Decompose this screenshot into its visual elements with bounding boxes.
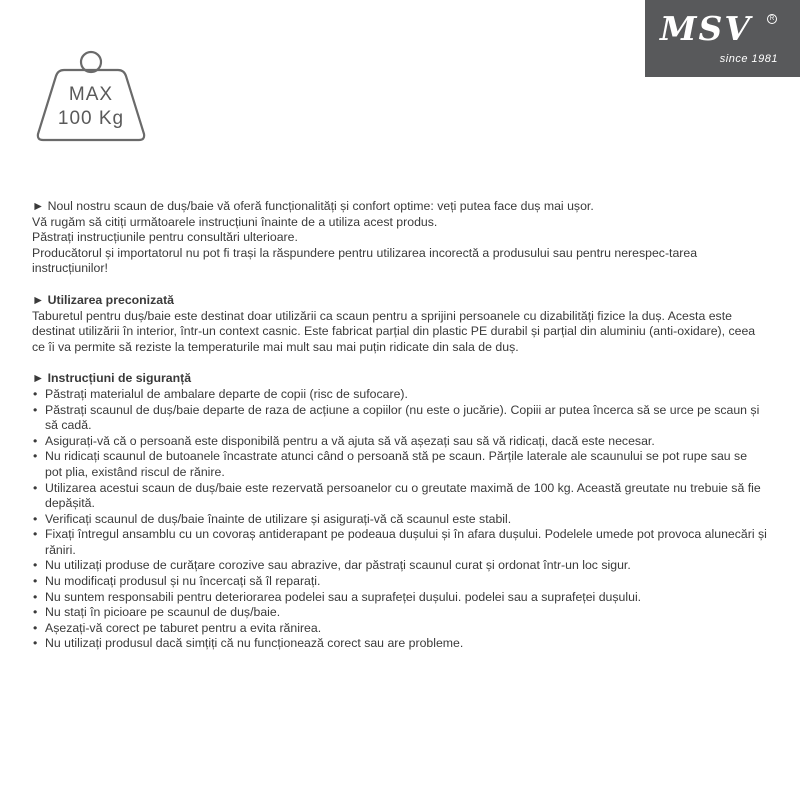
weight-max-label: MAX [68,84,114,105]
list-item: • Nu ridicați scaunul de butoanele încastrate atunci când o persoană stă pe scaun. Părțile laterale ale scaunului se pot rupe sau se pot plia, existând riscul de rănire. [32,449,767,480]
list-item: • Păstrați scaunul de duș/baie departe de raza de acțiune a copiilor (nu este o jucărie). Copiii ar putea încerca să se urce pe scaun și să cadă. [32,403,767,434]
instructions-content [32,199,767,652]
brand-logo [645,0,800,77]
intro-line: Păstrați instrucțiunile pentru consultări ulterioare. [32,230,298,245]
brand-since: since 1981 [719,53,778,65]
weight-value-label: 100 Kg [57,108,125,129]
list-item: • Fixați întregul ansamblu cu un covoraș antiderapant pe podeaua dușului și în afara dușului. Podelele umede pot provoca alunecări și răniri. [32,527,767,558]
list-item: • Nu stați în picioare pe scaunul de duș/baie. [32,605,767,621]
list-item: • Nu modificați produsul și nu încercați să îl reparați. [32,574,767,590]
spacer [32,355,767,371]
list-item: • Verificați scaunul de duș/baie înainte de utilizare și asigurați-vă că scaunul este stabil. [32,512,767,528]
list-item: • Nu utilizați produsul dacă simțiți că nu funcționează corect sau are probleme. [32,636,767,652]
usage-heading: ► Utilizarea preconizată [32,292,175,307]
safety-list [32,387,767,652]
usage-text: Taburetul pentru duș/baie este destinat doar utilizării ca scaun pentru a sprijini persoanele cu dizabilități fizice la duș. Acesta este destinat utilizării în interior, într-un context casnic. Este fabricat parțial din plastic PE durabil și parțial din aluminiu (anti-oxidare), ceea ce îi va permite să reziste la temperaturile mai mult sau mai puțin ridicate din sala de duș. [32,308,756,354]
list-item: • Asigurați-vă că o persoană este disponibilă pentru a vă ajuta să vă așezați sau să vă ridicați, dacă este necesar. [32,434,767,450]
brand-name: MSV [660,9,752,48]
intro-line: Producătorul și importatorul nu pot fi trași la răspundere pentru utilizarea incorectă a produsului sau pentru nerespec-tarea instrucțiunilor! [32,245,698,276]
max-weight-icon [34,46,148,144]
spacer [32,277,767,293]
list-item: • Așezați-vă corect pe taburet pentru a evita rănirea. [32,621,767,637]
list-item: • Utilizarea acestui scaun de duș/baie este rezervată persoanelor cu o greutate maximă de 100 kg. Această greutate nu trebuie să fie depășită. [32,481,767,512]
registered-mark: R [767,14,777,24]
list-item: • Nu utilizați produse de curățare corozive sau abrazive, dar păstrați scaunul curat și ordonat într-un loc sigur. [32,558,767,574]
list-item: • Păstrați materialul de ambalare departe de copii (risc de sufocare). [32,387,767,403]
intro-line: Vă rugăm să citiți următoarele instrucțiuni înainte de a utiliza acest produs. [32,214,438,229]
safety-heading: ► Instrucțiuni de siguranță [32,371,192,386]
intro-line: ► Noul nostru scaun de duș/baie vă oferă funcționalități și confort optime: veți putea face duș mai ușor. [32,199,594,213]
list-item: • Nu suntem responsabili pentru deteriorarea podelei sau a suprafeței dușului. podelei sau a suprafeței dușului. [32,590,767,606]
